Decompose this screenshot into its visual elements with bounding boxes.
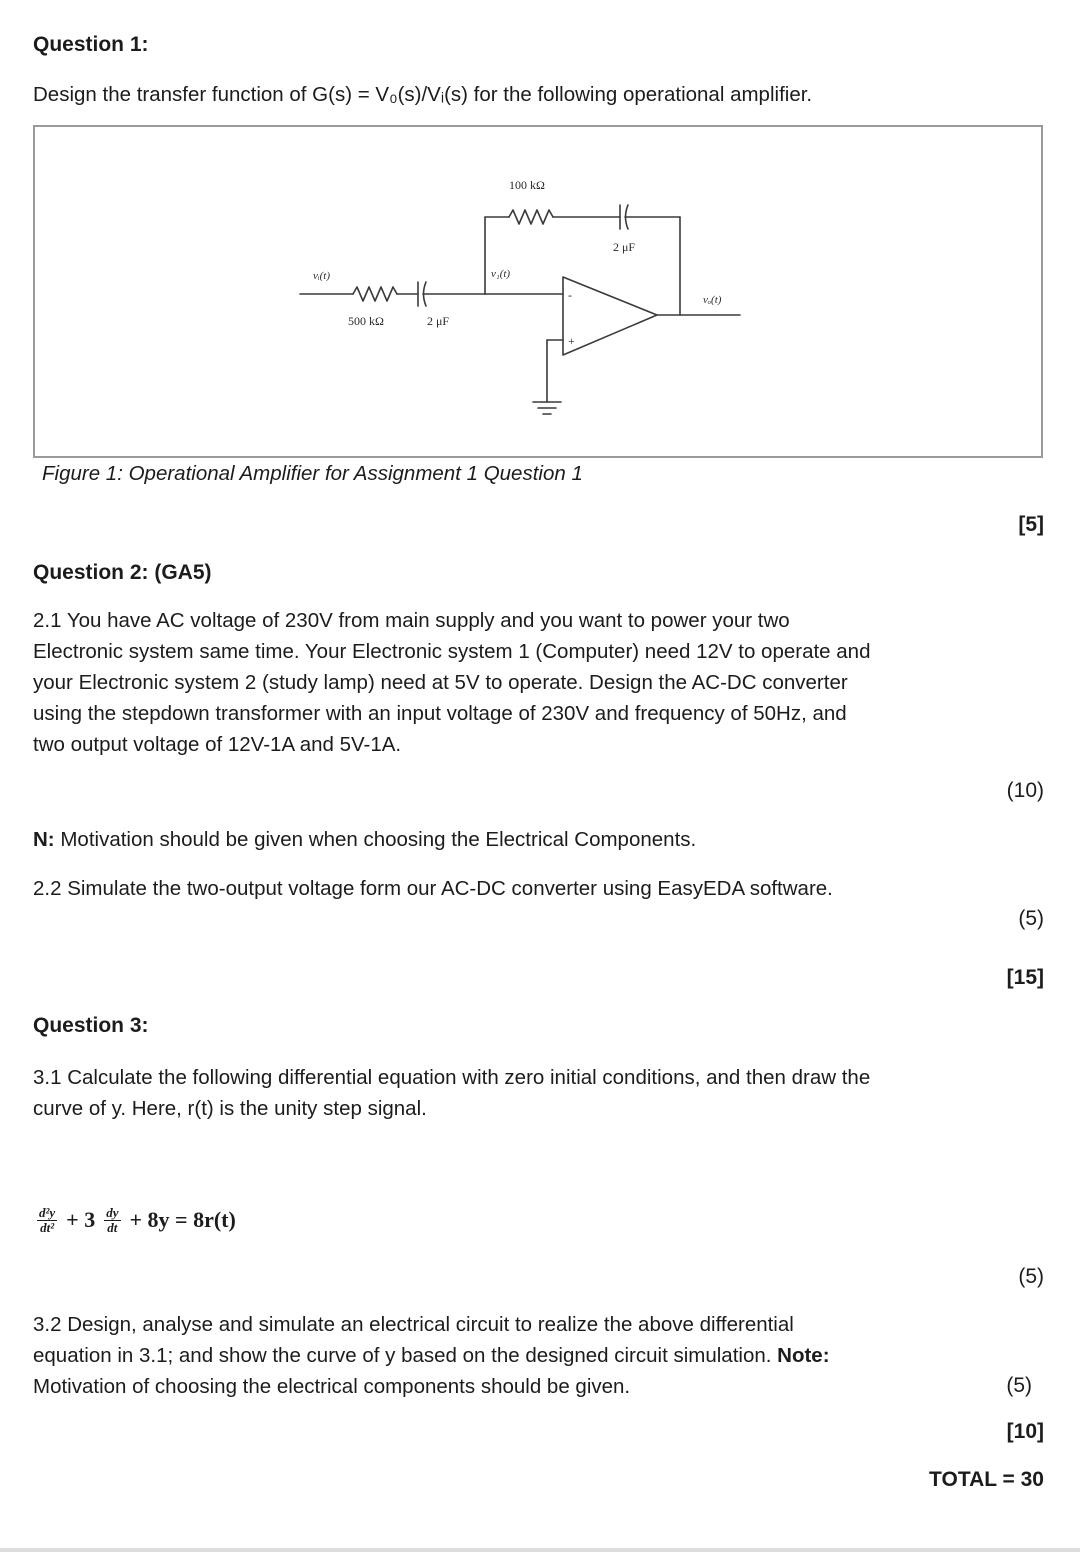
question-3-title: Question 3:: [33, 1014, 149, 1037]
question-2-2-mark: (5): [1018, 907, 1044, 930]
question-2-1-text: [33, 605, 1053, 760]
figure-1-caption: Figure 1: Operational Amplifier for Assignment 1 Question 1: [42, 462, 583, 485]
note-label: Note:: [777, 1344, 830, 1367]
text-line: 3.1 Calculate the following differential equation with zero initial conditions, and then draw the: [33, 1066, 871, 1089]
feedback-capacitor-label: 2 μF: [613, 240, 636, 254]
question-3-2-mark: (5): [1006, 1374, 1032, 1397]
feedback-resistor-symbol: [509, 210, 553, 224]
text-line: your Electronic system 2 (study lamp) need at 5V to operate. Design the AC-DC converter: [33, 671, 848, 694]
output-voltage-label: vₒ(t): [703, 294, 722, 306]
question-2-note: [33, 824, 696, 855]
input-resistor-symbol: [353, 287, 397, 301]
second-derivative-fraction: $\frac{\text{d²y}}{\text{dt²}}$: [39, 1204, 56, 1235]
differential-equation: [33, 1195, 241, 1245]
op-amp-plus-sign: +: [568, 334, 575, 348]
question-1-mark: [5]: [1018, 513, 1044, 536]
question-3-2-text: [33, 1309, 1053, 1402]
text-line: Motivation of choosing the electrical components should be given.: [33, 1375, 631, 1398]
question-2-title: Question 2: (GA5): [33, 561, 212, 584]
text-line: curve of y. Here, r(t) is the unity step signal.: [33, 1097, 427, 1120]
question-3-1-text: [33, 1062, 1053, 1124]
eq-plus-3: + 3: [66, 1207, 96, 1232]
text-line: using the stepdown transformer with an input voltage of 230V and frequency of 50Hz, and: [33, 702, 847, 725]
note-text: Motivation should be given when choosing the Electrical Components.: [54, 828, 697, 851]
question-2-2-text: 2.2 Simulate the two-output voltage form our AC-DC converter using EasyEDA software.: [33, 877, 833, 900]
first-derivative-fraction: $\frac{dy}{dt}$: [106, 1204, 119, 1235]
question-1-prompt: Design the transfer function of G(s) = V₀(s)/Vᵢ(s) for the following operational amplifier.: [33, 83, 813, 106]
text-line: two output voltage of 12V-1A and 5V-1A.: [33, 733, 402, 756]
question-2-1-mark: (10): [1006, 779, 1044, 802]
text-line: equation in 3.1; and show the curve of y based on the designed circuit simulation. Note:: [33, 1344, 830, 1367]
note-label: N:: [33, 828, 55, 851]
op-amp-triangle: [563, 277, 657, 355]
input-capacitor-label: 2 μF: [427, 314, 450, 328]
question-3-1-mark: (5): [1018, 1265, 1044, 1288]
question-2-total: [15]: [1006, 966, 1044, 989]
figure-1-box: [33, 125, 1043, 458]
question-3-total: [10]: [1006, 1420, 1044, 1443]
text-line: 2.1 You have AC voltage of 230V from main supply and you want to power your two: [33, 609, 790, 632]
op-amp-minus-sign: -: [568, 288, 572, 302]
question-1-title: Question 1:: [33, 33, 149, 56]
text-line: Electronic system same time. Your Electronic system 1 (Computer) need 12V to operate and: [33, 640, 871, 663]
node-voltage-label: v₁(t): [491, 268, 511, 280]
text-line: 3.2 Design, analyse and simulate an electrical circuit to realize the above differential: [33, 1313, 794, 1336]
eq-rest: + 8y = 8r(t): [129, 1207, 236, 1232]
op-amp-circuit-diagram: [35, 127, 1041, 456]
feedback-resistor-label: 100 kΩ: [509, 178, 545, 192]
input-voltage-label: vᵢ(t): [313, 270, 331, 282]
input-resistor-label: 500 kΩ: [348, 314, 384, 328]
page-bottom-edge: [0, 1548, 1080, 1552]
grand-total: TOTAL = 30: [929, 1468, 1044, 1491]
